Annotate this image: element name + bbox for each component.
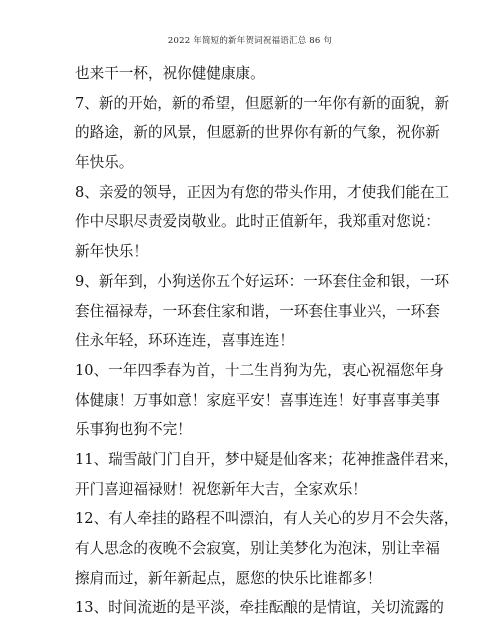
text-line: 开门喜迎福禄财！祝您新年大吉，全家欢乐！	[75, 480, 367, 498]
text-line: 作中尽职尽责爱岗敬业。此时正值新年，我郑重对您说：	[75, 213, 440, 231]
text-line: 11、瑞雪敲门门自开，梦中疑是仙客来；花神推盏伴君来，	[75, 450, 459, 468]
text-line: 有人思念的夜晚不会寂寞，别让美梦化为泡沫，别让幸福	[75, 540, 440, 557]
text-line: 擦肩而过，新年新起点，愿您的快乐比谁都多！	[75, 569, 382, 587]
text-line: 体健康！万事如意！家庭平安！喜事连连！好事喜事美事	[75, 391, 440, 409]
text-line: 10、一年四季春为首，十二生肖狗为先，衷心祝福您年身	[75, 361, 444, 379]
text-line: 13、时间流逝的是平淡，牵挂酝酿的是情谊，关切流露的	[75, 599, 444, 617]
page-header: 2022 年简短的新年贺词祝福语汇总 86 句	[167, 36, 333, 46]
text-line: 住永年轻，环环连连，喜事连连！	[75, 332, 294, 350]
text-line: 7、新的开始，新的希望，但愿新的一年你有新的面貌，新	[75, 94, 450, 112]
text-line: 年快乐。	[75, 154, 134, 172]
text-line: 的路途，新的风景，但愿新的世界你有新的气象，祝你新	[75, 124, 440, 142]
document-body	[75, 59, 459, 623]
text-line: 12、有人牵挂的路程不叫漂泊，有人关心的岁月不会失落，	[75, 510, 459, 528]
text-line: 也来干一杯，祝你健健康康。	[75, 65, 265, 82]
text-line: 9、新年到，小狗送你五个好运环：一环套住金和银，一环	[75, 272, 450, 290]
text-line: 乐事狗也狗不完！	[75, 421, 192, 439]
text-line: 8、亲爱的领导，正因为有您的带头作用，才使我们能在工	[75, 183, 450, 201]
text-line: 套住福禄寿，一环套住家和谐，一环套住事业兴，一环套	[75, 302, 440, 320]
text-line: 新年快乐！	[75, 243, 148, 261]
